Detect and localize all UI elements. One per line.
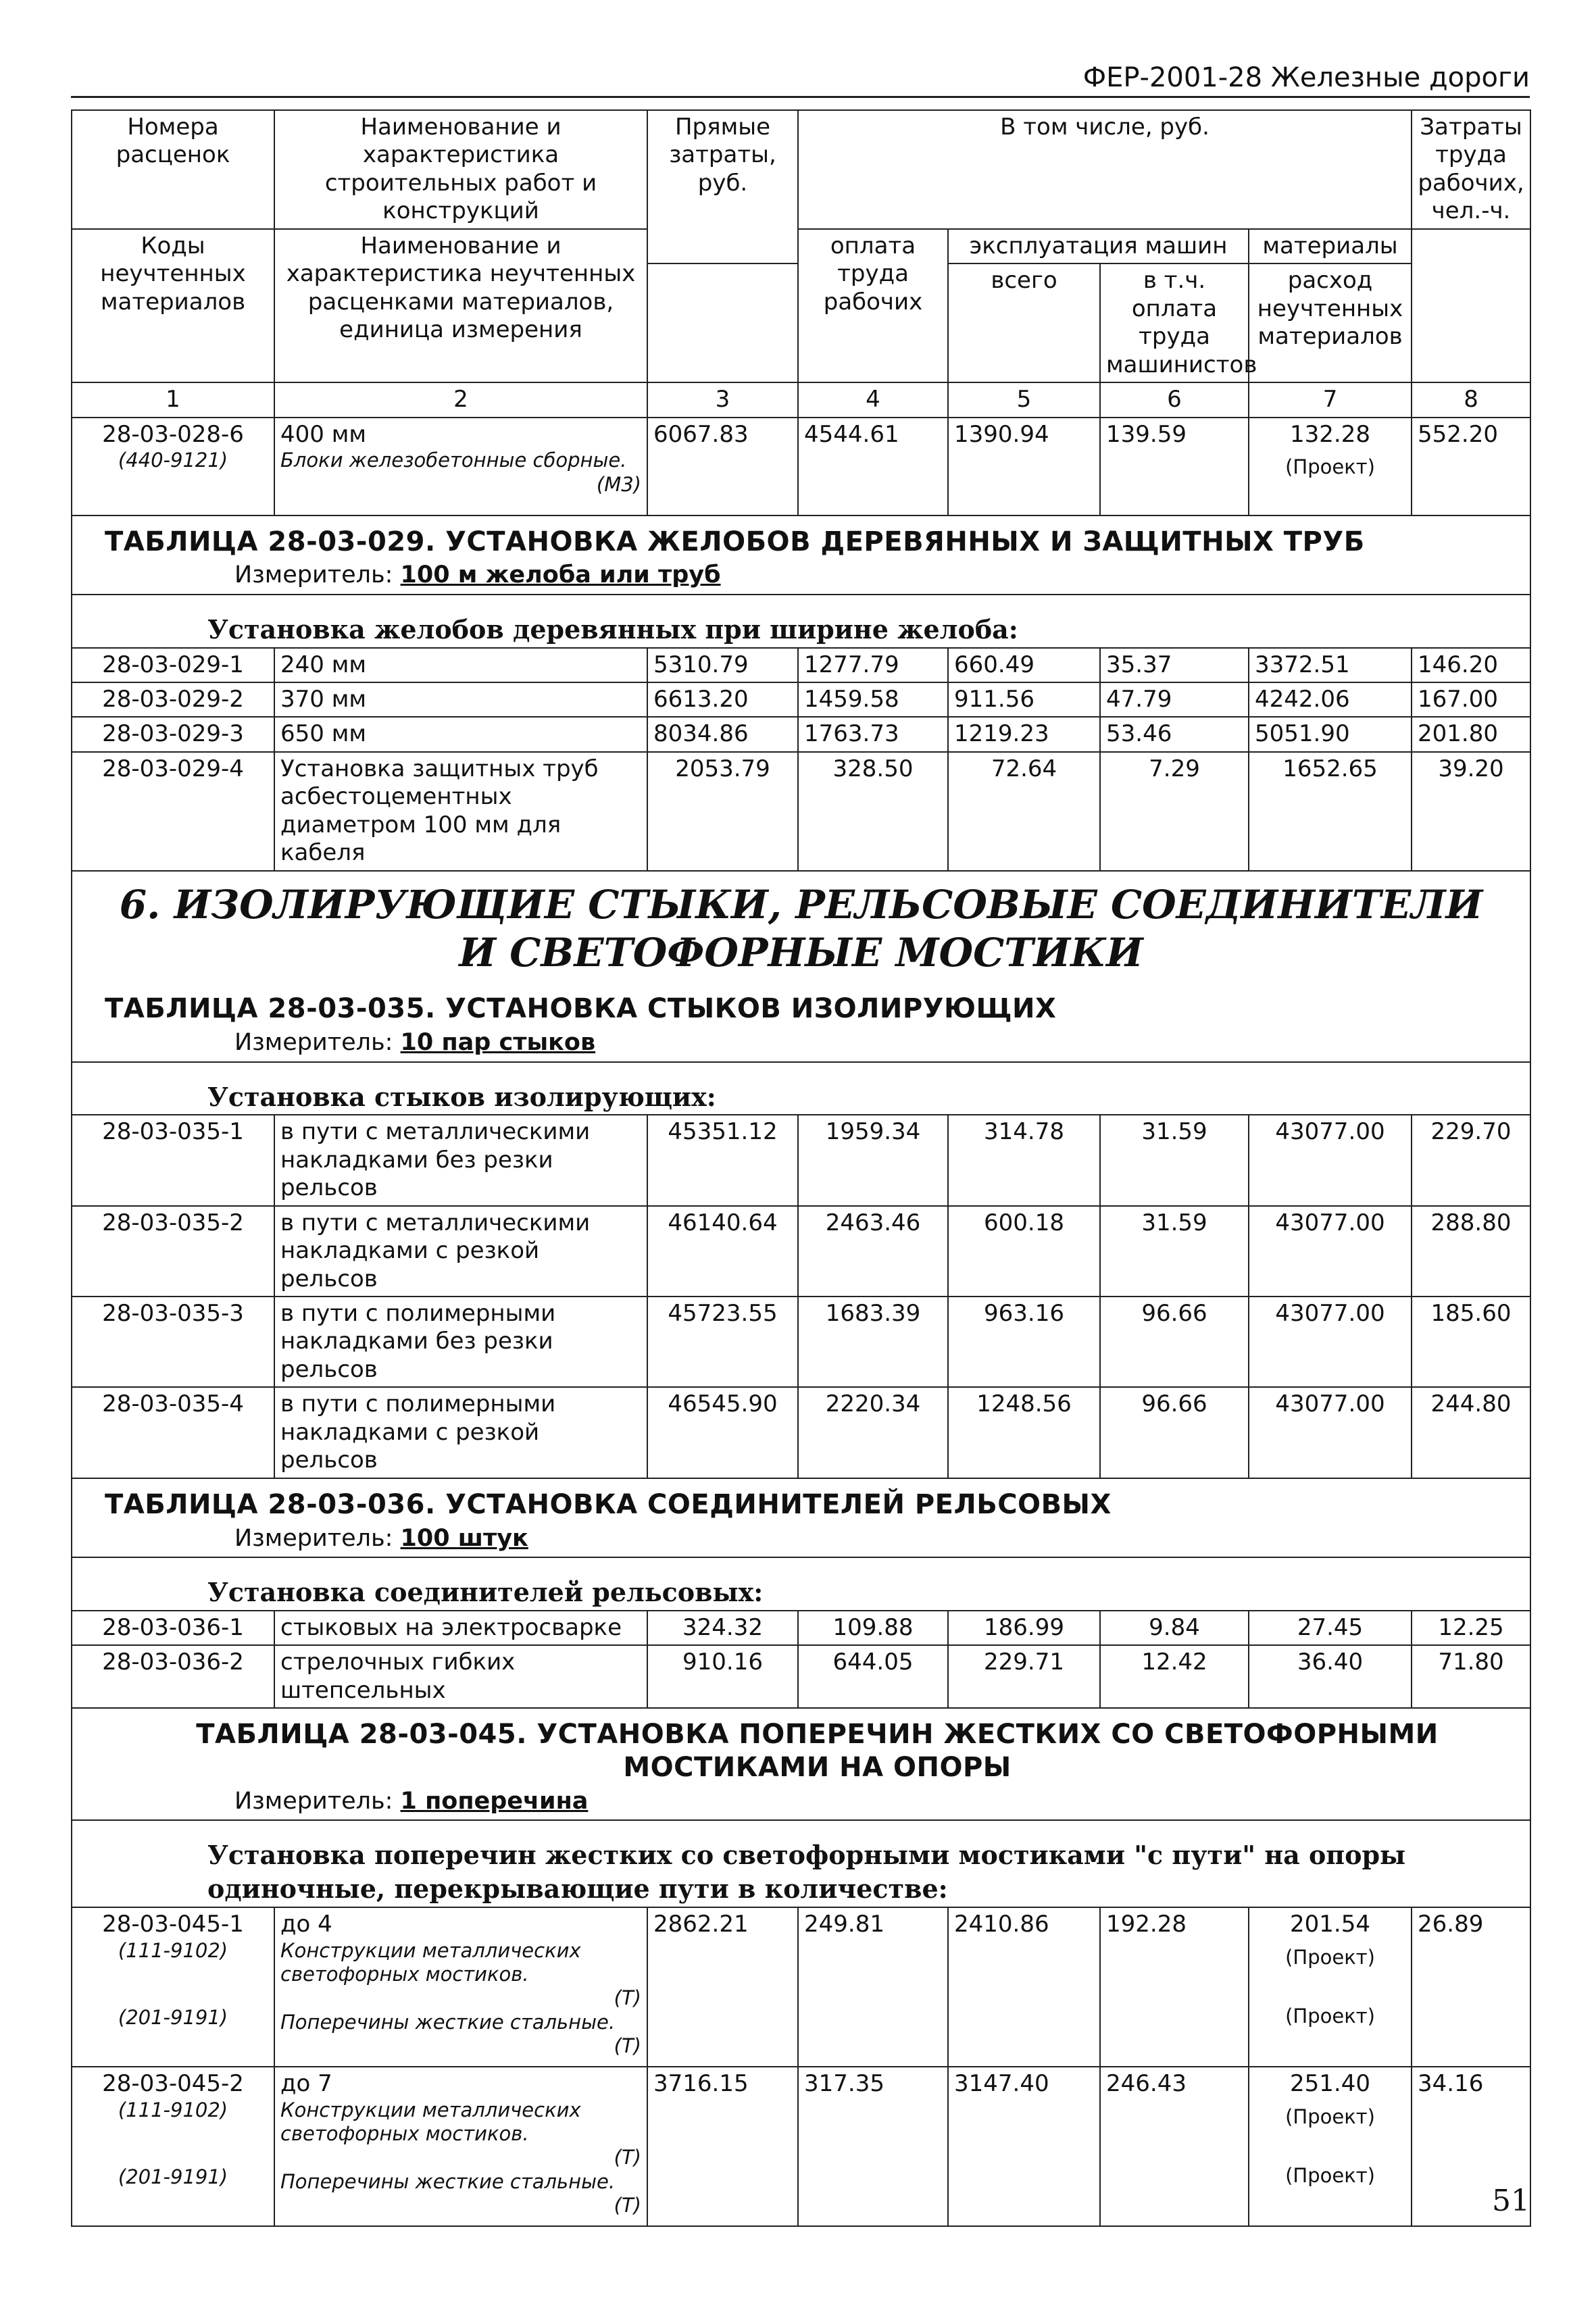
section-6-title: 6. ИЗОЛИРУЮЩИЕ СТЫКИ, РЕЛЬСОВЫЕ СОЕДИНИТЕЛИ И СВЕТОФОРНЫЕ МОСТИКИ bbox=[72, 871, 1530, 984]
rate-code: 28-03-045-2 bbox=[102, 2070, 244, 2098]
rate-name: стыковых на электросварке bbox=[274, 1611, 647, 1645]
wages: 109.88 bbox=[798, 1611, 948, 1645]
col-materials-sub-header: расход неучтенных материалов bbox=[1249, 263, 1412, 382]
materials-cost: 27.45 bbox=[1249, 1611, 1412, 1645]
rate-code: 28-03-028-6 bbox=[102, 420, 244, 448]
material-unit: (Т) bbox=[614, 1986, 641, 2010]
wages: 328.50 bbox=[798, 752, 948, 871]
header-rule bbox=[71, 96, 1530, 98]
materials-cost: 4242.06 bbox=[1249, 682, 1412, 717]
labor: 12.25 bbox=[1412, 1611, 1530, 1645]
wages: 4544.61 bbox=[798, 418, 948, 515]
wages: 1683.39 bbox=[798, 1297, 948, 1387]
machines-total: 1248.56 bbox=[948, 1387, 1100, 1478]
column-number: 6 bbox=[1100, 382, 1249, 417]
machines-total: 963.16 bbox=[948, 1297, 1100, 1387]
machines-wages: 7.29 bbox=[1100, 752, 1249, 871]
table-045-heading-row bbox=[72, 1708, 1530, 1787]
direct-cost: 3716.15 bbox=[647, 2067, 798, 2226]
rate-code: 28-03-036-2 bbox=[72, 1645, 274, 1708]
direct-cost: 2053.79 bbox=[647, 752, 798, 871]
material-unit: (Т) bbox=[614, 2146, 641, 2169]
table-045-title: ТАБЛИЦА 28-03-045. УСТАНОВКА ПОПЕРЕЧИН ЖЕСТКИХ СО СВЕТОФОРНЫМИ МОСТИКАМИ НА ОПОРЫ bbox=[72, 1708, 1530, 1787]
materials-cost: 1652.65 bbox=[1249, 752, 1412, 871]
rate-name: стрелочных гибких штепсельных bbox=[274, 1645, 647, 1708]
materials-note: (Проект) bbox=[1285, 1945, 1375, 1969]
materials-cost: 43077.00 bbox=[1249, 1206, 1412, 1297]
rate-code: 28-03-029-3 bbox=[72, 717, 274, 751]
table-row bbox=[72, 1907, 1530, 2067]
machines-wages: 139.59 bbox=[1100, 418, 1249, 515]
machines-total: 911.56 bbox=[948, 682, 1100, 717]
labor: 185.60 bbox=[1412, 1297, 1530, 1387]
table-045-measure bbox=[72, 1787, 1530, 1821]
rate-code: 28-03-035-1 bbox=[72, 1115, 274, 1205]
machines-total: 72.64 bbox=[948, 752, 1100, 871]
machines-wages: 31.59 bbox=[1100, 1206, 1249, 1297]
table-029-measure-row bbox=[72, 561, 1530, 595]
rate-code: 28-03-035-2 bbox=[72, 1206, 274, 1297]
column-number: 2 bbox=[274, 382, 647, 417]
rate-code: 28-03-029-1 bbox=[72, 648, 274, 682]
table-035-title: ТАБЛИЦА 28-03-035. УСТАНОВКА СТЫКОВ ИЗОЛИРУЮЩИХ bbox=[72, 983, 1530, 1028]
col-matname-header: Наименование и характеристика неучтенных расценками материалов, единица измерения bbox=[274, 229, 647, 382]
rate-name: 370 мм bbox=[274, 682, 647, 717]
table-036-heading-row bbox=[72, 1478, 1530, 1524]
labor: 288.80 bbox=[1412, 1206, 1530, 1297]
direct-cost: 6067.83 bbox=[647, 418, 798, 515]
column-number: 5 bbox=[948, 382, 1100, 417]
col-name-header: Наименование и характеристика строительных работ и конструкций bbox=[274, 110, 647, 229]
rate-name: до 7 bbox=[280, 2070, 332, 2098]
labor: 244.80 bbox=[1412, 1387, 1530, 1478]
row-name-cell bbox=[274, 1907, 647, 2067]
measure-label: Измеритель: bbox=[234, 1029, 393, 1057]
materials-cost: 201.54 bbox=[1290, 1911, 1370, 1938]
direct-cost: 46140.64 bbox=[647, 1206, 798, 1297]
material-name: Поперечины жесткие стальные. bbox=[280, 2010, 616, 2034]
wages: 644.05 bbox=[798, 1645, 948, 1708]
table-045-group-label: Установка поперечин жестких со светофорными мостиками "с пути" на опоры одиночные, перекрывающие пути в количестве: bbox=[72, 1820, 1530, 1907]
rate-code: 28-03-035-3 bbox=[72, 1297, 274, 1387]
row-code-cell bbox=[72, 2067, 274, 2226]
price-table-wrapper bbox=[71, 109, 1530, 2227]
machines-total: 660.49 bbox=[948, 648, 1100, 682]
materials-note: (Проект) bbox=[1285, 455, 1375, 479]
direct-cost: 5310.79 bbox=[647, 648, 798, 682]
rate-name: 650 мм bbox=[274, 717, 647, 751]
machines-wages: 12.42 bbox=[1100, 1645, 1249, 1708]
table-row bbox=[72, 648, 1530, 682]
measure-label: Измеритель: bbox=[234, 1524, 393, 1552]
machines-wages: 96.66 bbox=[1100, 1387, 1249, 1478]
table-035-measure bbox=[72, 1028, 1530, 1062]
table-029-title: ТАБЛИЦА 28-03-029. УСТАНОВКА ЖЕЛОБОВ ДЕРЕВЯННЫХ И ЗАЩИТНЫХ ТРУБ bbox=[72, 515, 1530, 561]
col-machines-header: эксплуатация машин bbox=[948, 229, 1249, 263]
machines-total: 3147.40 bbox=[948, 2067, 1100, 2226]
direct-cost: 910.16 bbox=[647, 1645, 798, 1708]
wages: 249.81 bbox=[798, 1907, 948, 2067]
table-row bbox=[72, 752, 1530, 871]
table-row bbox=[72, 1297, 1530, 1387]
row-code-cell bbox=[72, 1907, 274, 2067]
machines-wages: 31.59 bbox=[1100, 1115, 1249, 1205]
wages: 1763.73 bbox=[798, 717, 948, 751]
table-row bbox=[72, 2067, 1530, 2226]
table-029-group-label: Установка желобов деревянных при ширине желоба: bbox=[72, 595, 1530, 647]
materials-cost: 251.40 bbox=[1290, 2070, 1370, 2098]
column-number: 3 bbox=[647, 382, 798, 417]
labor: 201.80 bbox=[1412, 717, 1530, 751]
material-code: (201-9191) bbox=[118, 2165, 228, 2188]
materials-note: (Проект) bbox=[1285, 2105, 1375, 2128]
materials-note: (Проект) bbox=[1285, 2004, 1375, 2028]
wages: 1277.79 bbox=[798, 648, 948, 682]
measure-value: 100 штук bbox=[400, 1524, 528, 1552]
machines-total: 186.99 bbox=[948, 1611, 1100, 1645]
col-wages-header: оплата труда рабочих bbox=[798, 229, 948, 382]
table-036-group-label: Установка соединителей рельсовых: bbox=[72, 1557, 1530, 1610]
materials-cost: 43077.00 bbox=[1249, 1115, 1412, 1205]
direct-cost: 6613.20 bbox=[647, 682, 798, 717]
measure-value: 1 поперечина bbox=[400, 1787, 589, 1815]
running-header: ФЕР-2001-28 Железные дороги bbox=[1082, 62, 1530, 93]
labor: 167.00 bbox=[1412, 682, 1530, 717]
table-045-group-row bbox=[72, 1820, 1530, 1907]
materials-cell bbox=[1249, 1907, 1412, 2067]
materials-cell bbox=[1249, 2067, 1412, 2226]
col-machines-wages-header: в т.ч. оплата труда машинистов bbox=[1100, 263, 1249, 382]
machines-wages: 9.84 bbox=[1100, 1611, 1249, 1645]
col-labor-header: Затраты труда рабочих, чел.-ч. bbox=[1412, 110, 1530, 229]
wages: 1959.34 bbox=[798, 1115, 948, 1205]
direct-cost: 45351.12 bbox=[647, 1115, 798, 1205]
machines-total: 2410.86 bbox=[948, 1907, 1100, 2067]
table-035-group-label: Установка стыков изолирующих: bbox=[72, 1062, 1530, 1115]
materials-cost: 132.28 bbox=[1290, 420, 1370, 448]
page-number: 51 bbox=[1492, 2184, 1530, 2218]
row-code-cell bbox=[72, 418, 274, 515]
col-direct-header: Прямые затраты, руб. bbox=[647, 110, 798, 263]
machines-total: 314.78 bbox=[948, 1115, 1100, 1205]
rate-name: в пути с полимерными накладками без резки рельсов bbox=[274, 1297, 647, 1387]
material-name: Конструкции металлических светофорных мостиков. bbox=[280, 2098, 581, 2145]
rate-name: в пути с металлическими накладками с резкой рельсов bbox=[274, 1206, 647, 1297]
direct-cost: 2862.21 bbox=[647, 1907, 798, 2067]
price-table bbox=[71, 109, 1531, 2227]
machines-wages: 96.66 bbox=[1100, 1297, 1249, 1387]
materials-cost: 36.40 bbox=[1249, 1645, 1412, 1708]
column-numbers-row bbox=[72, 382, 1530, 417]
rate-name: в пути с металлическими накладками без резки рельсов bbox=[274, 1115, 647, 1205]
rate-name: Установка защитных труб асбестоцементных диаметром 100 мм для кабеля bbox=[274, 752, 647, 871]
rate-code: 28-03-029-2 bbox=[72, 682, 274, 717]
row-name-cell bbox=[274, 418, 647, 515]
col-including-header: В том числе, руб. bbox=[798, 110, 1412, 229]
material-name: Конструкции металлических светофорных мостиков. bbox=[280, 1938, 581, 1986]
material-name: Поперечины жесткие стальные. bbox=[280, 2169, 616, 2193]
table-029-group-row bbox=[72, 595, 1530, 647]
measure-label: Измеритель: bbox=[234, 561, 393, 589]
material-code: (111-9102) bbox=[118, 1938, 228, 1962]
measure-value: 10 пар стыков bbox=[400, 1029, 596, 1057]
rate-name: 400 мм bbox=[280, 420, 367, 448]
col-direct-empty bbox=[647, 263, 798, 382]
table-row bbox=[72, 717, 1530, 751]
col-matcode-header: Коды неучтенных материалов bbox=[72, 229, 274, 382]
rate-code: 28-03-036-1 bbox=[72, 1611, 274, 1645]
column-number: 8 bbox=[1412, 382, 1530, 417]
machines-total: 1219.23 bbox=[948, 717, 1100, 751]
materials-note: (Проект) bbox=[1285, 2163, 1375, 2187]
table-row bbox=[72, 682, 1530, 717]
rate-code: 28-03-035-4 bbox=[72, 1387, 274, 1478]
table-row bbox=[72, 1387, 1530, 1478]
direct-cost: 8034.86 bbox=[647, 717, 798, 751]
labor: 146.20 bbox=[1412, 648, 1530, 682]
table-row bbox=[72, 418, 1530, 515]
machines-wages: 192.28 bbox=[1100, 1907, 1249, 2067]
table-029-measure bbox=[72, 561, 1530, 595]
col-machines-total-header: всего bbox=[948, 263, 1100, 382]
wages: 2220.34 bbox=[798, 1387, 948, 1478]
direct-cost: 46545.90 bbox=[647, 1387, 798, 1478]
machines-wages: 35.37 bbox=[1100, 648, 1249, 682]
table-035-measure-row bbox=[72, 1028, 1530, 1062]
materials-cost: 3372.51 bbox=[1249, 648, 1412, 682]
header-row-1 bbox=[72, 110, 1530, 229]
labor: 26.89 bbox=[1412, 1907, 1530, 2067]
table-045-measure-row bbox=[72, 1787, 1530, 1821]
row-name-cell bbox=[274, 2067, 647, 2226]
wages: 1459.58 bbox=[798, 682, 948, 717]
material-code: (111-9102) bbox=[118, 2098, 228, 2121]
rate-name: в пути с полимерными накладками с резкой рельсов bbox=[274, 1387, 647, 1478]
rate-code: 28-03-029-4 bbox=[72, 752, 274, 871]
materials-cost: 5051.90 bbox=[1249, 717, 1412, 751]
column-number: 1 bbox=[72, 382, 274, 417]
table-036-group-row bbox=[72, 1557, 1530, 1610]
material-name: Блоки железобетонные сборные. bbox=[280, 449, 627, 472]
labor: 71.80 bbox=[1412, 1645, 1530, 1708]
direct-cost: 324.32 bbox=[647, 1611, 798, 1645]
machines-total: 600.18 bbox=[948, 1206, 1100, 1297]
rate-name: до 4 bbox=[280, 1911, 332, 1938]
measure-value: 100 м желоба или труб bbox=[400, 561, 721, 589]
table-036-title: ТАБЛИЦА 28-03-036. УСТАНОВКА СОЕДИНИТЕЛЕЙ РЕЛЬСОВЫХ bbox=[72, 1478, 1530, 1524]
direct-cost: 45723.55 bbox=[647, 1297, 798, 1387]
materials-cost: 43077.00 bbox=[1249, 1387, 1412, 1478]
table-036-measure bbox=[72, 1524, 1530, 1558]
labor: 229.70 bbox=[1412, 1115, 1530, 1205]
material-code: (201-9191) bbox=[118, 2005, 228, 2029]
table-029-heading-row bbox=[72, 515, 1530, 561]
material-unit: (Т) bbox=[614, 2034, 641, 2058]
measure-label: Измеритель: bbox=[234, 1787, 393, 1815]
material-unit: (Т) bbox=[614, 2194, 641, 2217]
materials-cell bbox=[1249, 418, 1412, 515]
table-row bbox=[72, 1645, 1530, 1708]
material-unit: (М3) bbox=[596, 472, 641, 496]
column-number: 7 bbox=[1249, 382, 1412, 417]
table-036-measure-row bbox=[72, 1524, 1530, 1558]
table-035-group-row bbox=[72, 1062, 1530, 1115]
labor: 39.20 bbox=[1412, 752, 1530, 871]
machines-total: 229.71 bbox=[948, 1645, 1100, 1708]
column-number: 4 bbox=[798, 382, 948, 417]
wages: 2463.46 bbox=[798, 1206, 948, 1297]
section-6-row bbox=[72, 871, 1530, 984]
table-row bbox=[72, 1611, 1530, 1645]
machines-wages: 47.79 bbox=[1100, 682, 1249, 717]
machines-wages: 246.43 bbox=[1100, 2067, 1249, 2226]
table-row bbox=[72, 1206, 1530, 1297]
material-code: (440-9121) bbox=[118, 449, 228, 472]
wages: 317.35 bbox=[798, 2067, 948, 2226]
table-row bbox=[72, 1115, 1530, 1205]
col-materials-header: материалы bbox=[1249, 229, 1412, 263]
rate-code: 28-03-045-1 bbox=[102, 1911, 244, 1938]
rate-name: 240 мм bbox=[274, 648, 647, 682]
machines-total: 1390.94 bbox=[948, 418, 1100, 515]
table-035-heading-row bbox=[72, 983, 1530, 1028]
labor: 34.16 bbox=[1412, 2067, 1530, 2226]
labor: 552.20 bbox=[1412, 418, 1530, 515]
machines-wages: 53.46 bbox=[1100, 717, 1249, 751]
col-code-header: Номера расценок bbox=[72, 110, 274, 229]
materials-cost: 43077.00 bbox=[1249, 1297, 1412, 1387]
col-labor-empty bbox=[1412, 229, 1530, 382]
